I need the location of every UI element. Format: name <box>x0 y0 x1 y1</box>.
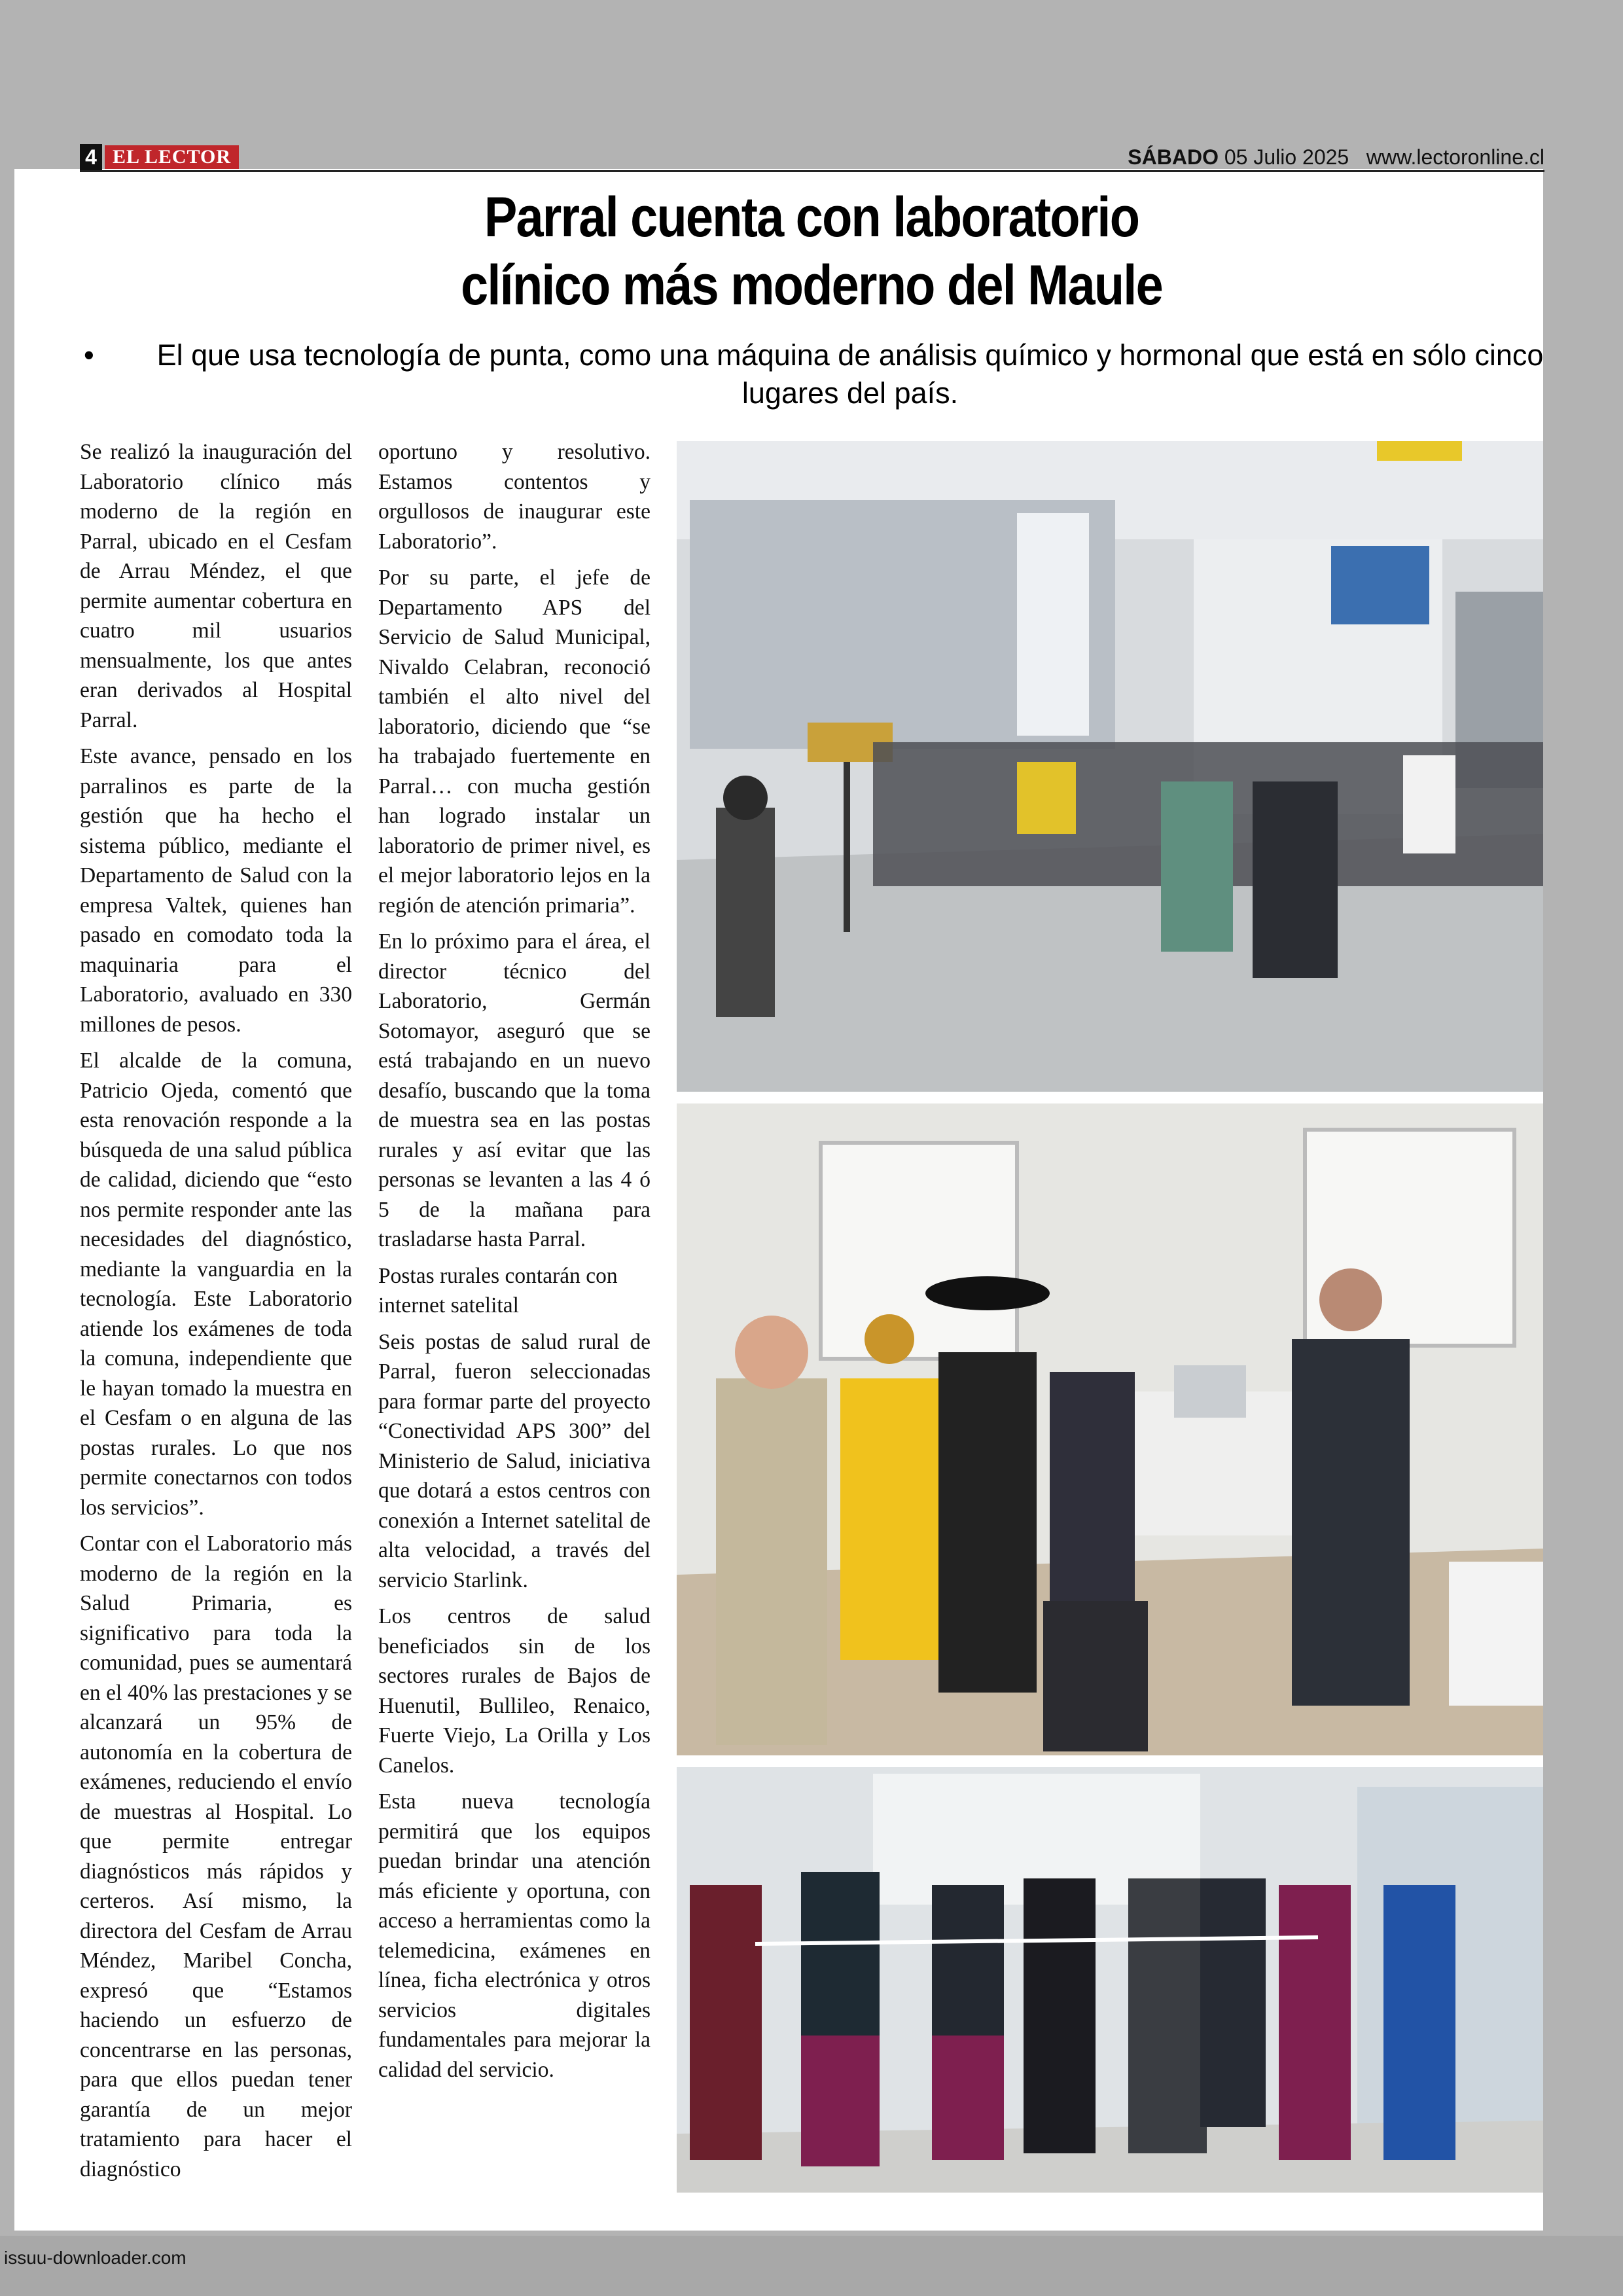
photo-laboratory-visit <box>677 1103 1543 1755</box>
photo-inauguration-audience <box>677 441 1543 1092</box>
subheadline <box>79 336 1544 412</box>
dateline-day: SÁBADO <box>1128 145 1219 169</box>
paragraph: oportuno y resolutivo. Estamos contentos y orgullosos de inaugurar este Laboratorio”. <box>378 440 651 554</box>
headline <box>247 183 1376 319</box>
dateline <box>1128 145 1544 170</box>
paragraph: Por su parte, el jefe de Departamento APS del Servicio de Salud Municipal, Nivaldo Celabran, reconoció también el alto nivel del laboratorio, diciendo que “se ha trabajado fuertemente en Parral… con mucha gestión han logrado instalar un laboratorio de primer nivel, es el mejor laboratorio lejos en la región de atención primaria”. <box>378 565 651 918</box>
headline-line-2: clínico más moderno del Maule <box>461 254 1162 317</box>
section-subheading: Postas rurales contarán con internet satelital <box>378 1263 618 1318</box>
paragraph: Se realizó la inauguración del Laboratorio clínico más moderno de la región en Parral, ubicado en el Cesfam de Arrau Méndez, el que permite aumentar cobertura en cuatro mil usuarios mensualmente, los que antes eran derivados al Hospital Parral. <box>80 440 352 732</box>
newspaper-logo: EL LECTOR <box>105 145 239 169</box>
paragraph: Los centros de salud beneficiados sin de los sectores rurales de Bajos de Huenutil, Bullileo, Renaico, Fuerte Viejo, La Orilla y Los Canelos. <box>378 1604 651 1778</box>
website-link[interactable]: www.lectoronline.cl <box>1366 145 1544 169</box>
paragraph: Seis postas de salud rural de Parral, fueron seleccionadas para formar parte del proyecto “Conectividad APS 300” del Ministerio de Salud, iniciativa que dotará a estos centros con conexión a Internet satelital de alta velocidad, a través del servicio Starlink. <box>378 1329 651 1592</box>
paragraph: Esta nueva tecnología permitirá que los equipos puedan brindar una atención más eficiente y oportuna, con acceso a herramientas como la telemedicina, exámenes en línea, ficha electrónica y otros servicios digitales fundamentales para mejorar la calidad del servicio. <box>378 1789 651 2082</box>
photo-ribbon-cutting <box>677 1767 1543 2193</box>
article-column-1 <box>80 437 352 2191</box>
paragraph: El alcalde de la comuna, Patricio Ojeda, comentó que esta renovación responde a la búsqueda de una salud pública de calidad, diciendo que “esto nos permite responder ante las necesidades del diagnóstico, mediante la vanguardia en la tecnología. Este Laboratorio atiende los exámenes de toda la comuna, independiente que le hayan tomado la muestra en el Cesfam o en alguna de las postas rurales. Lo que nos permite conectarnos con todos los servicios”. <box>80 1049 352 1520</box>
dateline-date: 05 Julio 2025 <box>1224 145 1349 169</box>
page-number: 4 <box>80 144 102 170</box>
paragraph: En lo próximo para el área, el director técnico del Laboratorio, Germán Sotomayor, aseguró que se está trabajando en un nuevo desafío, buscando que la toma de muestra sea en las postas rurales y así evitar que las personas se levanten a las 4 ó 5 de la mañana para trasladarse hasta Parral. <box>378 929 651 1251</box>
subheadline-text: El que usa tecnología de punta, como una máquina de análisis químico y hormonal que está en sólo cinco lugares del país. <box>156 338 1544 410</box>
paragraph: Este avance, pensado en los parralinos es parte de la gestión que ha hecho el sistema público, mediante el Departamento de Salud con la empresa Valtek, quienes han pasado en comodato toda la maquinaria para el Laboratorio, avaluado en 330 millones de pesos. <box>80 744 352 1037</box>
bullet-icon: • <box>84 338 94 372</box>
headline-line-1: Parral cuenta con laboratorio <box>484 186 1139 249</box>
header-rule <box>80 170 1544 172</box>
watermark-text: issuu-downloader.com <box>4 2248 187 2268</box>
bottom-strip <box>0 2236 1623 2296</box>
paragraph: Contar con el Laboratorio más moderno de la región en la Salud Primaria, es significativo para toda la comunidad, pues se aumentará en el 40% las prestaciones y se alcanzará un 95% de autonomía en la cobertura de exámenes, reduciendo el envío de muestras al Hospital. Lo que permite entregar diagnósticos más rápidos y certeros. Así mismo, la directora del Cesfam de Arrau Méndez, Maribel Concha, expresó que “Estamos haciendo un esfuerzo de concentrarse en las personas, para que ellos puedan tener garantía de un mejor tratamiento para hacer el diagnóstico <box>80 1532 352 2181</box>
masthead <box>80 144 239 170</box>
article-column-2 <box>378 437 651 2091</box>
